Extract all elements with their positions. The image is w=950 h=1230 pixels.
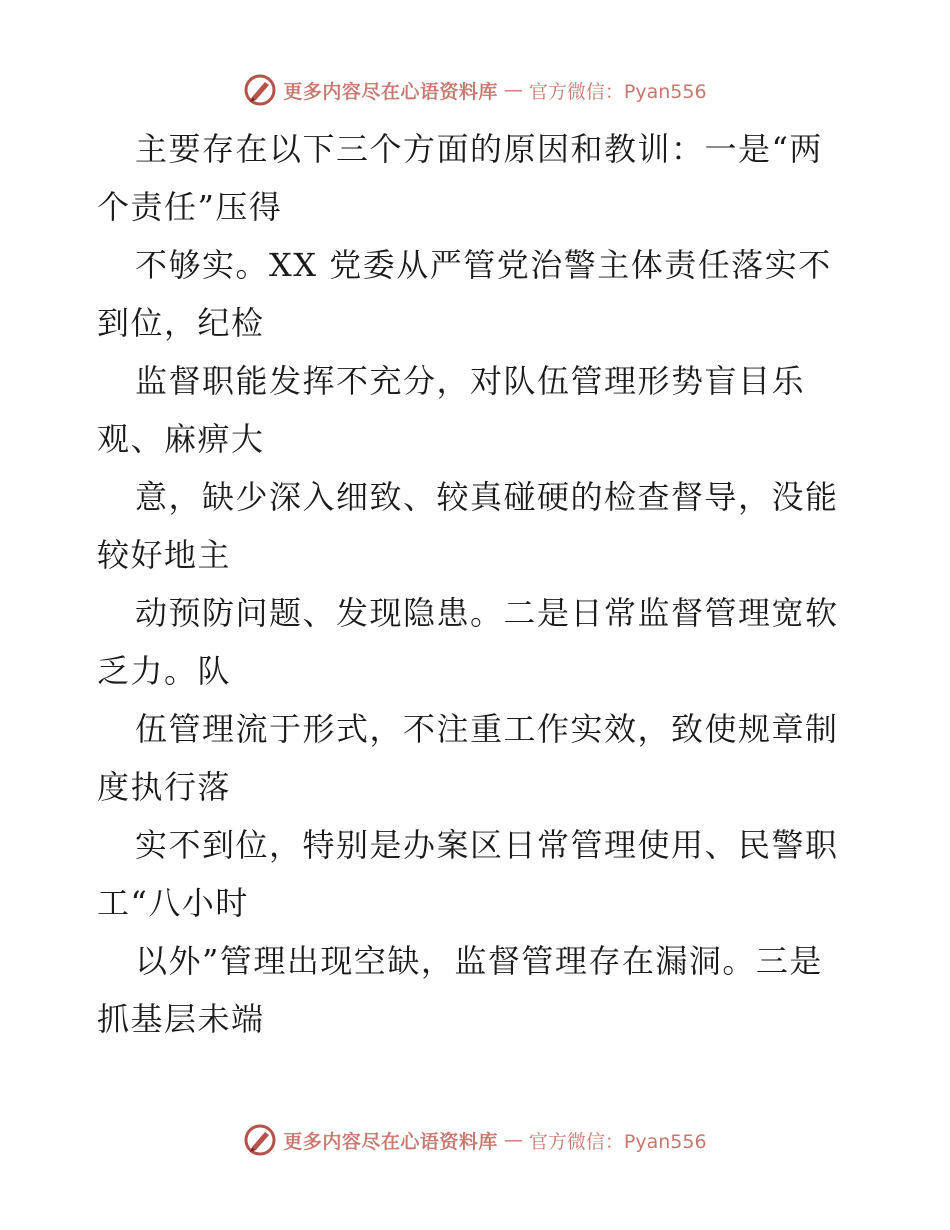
body-line: 不够实。XX 党委从严管党治警主体责任落实不 xyxy=(135,246,832,284)
body-line: 监督职能发挥不充分，对队伍管理形势盲目乐 xyxy=(135,362,806,400)
watermark-contact: 官方微信：Pyan556 xyxy=(528,1130,707,1153)
body-line: 度执行落 xyxy=(97,768,232,806)
body-line: 意，缺少深入细致、较真碰硬的检查督导，没能 xyxy=(135,478,839,516)
body-line: 伍管理流于形式，不注重工作实效，致使规章制 xyxy=(135,710,839,748)
body-line: 乏力。队 xyxy=(97,652,232,690)
body-line: 较好地主 xyxy=(97,536,232,574)
body-line: 动预防问题、发现隐患。二是日常监督管理宽软 xyxy=(135,594,839,632)
watermark-brand-text: 更多内容尽在心语资料库 xyxy=(283,1130,498,1153)
watermark-contact: 官方微信：Pyan556 xyxy=(528,80,707,103)
footer-watermark xyxy=(0,1120,950,1160)
body-line: 到位，纪检 xyxy=(97,304,265,342)
header-watermark xyxy=(0,70,950,110)
body-line: 抓基层未端 xyxy=(97,1000,265,1038)
body-line: 主要存在以下三个方面的原因和教训：一是“两 xyxy=(135,130,823,168)
watermark-separator: — xyxy=(503,1129,523,1151)
body-line: 个责任”压得 xyxy=(97,188,283,226)
pen-circle-logo-icon xyxy=(243,1123,277,1157)
body-line: 观、麻痹大 xyxy=(97,420,265,458)
watermark-brand-text: 更多内容尽在心语资料库 xyxy=(283,80,498,103)
body-line: 以外”管理出现空缺，监督管理存在漏洞。三是 xyxy=(135,942,823,980)
pen-circle-logo-icon xyxy=(243,73,277,107)
watermark-separator: — xyxy=(503,79,523,101)
body-line: 工“八小时 xyxy=(97,884,249,922)
body-line: 实不到位，特别是办案区日常管理使用、民警职 xyxy=(135,826,839,864)
document-body xyxy=(97,120,857,1048)
